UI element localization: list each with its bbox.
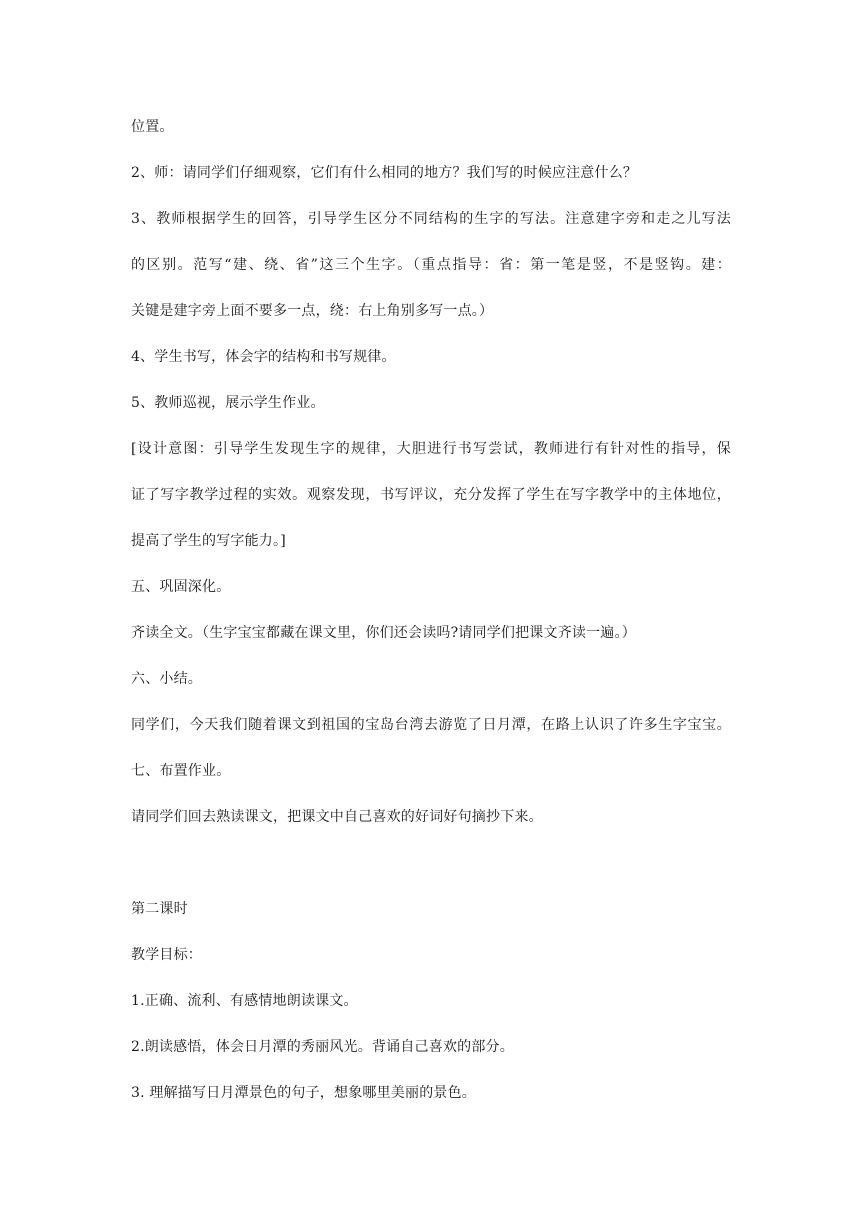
list-item: 2.朗读感悟，体会日月潭的秀丽风光。背诵自己喜欢的部分。 [131, 1039, 514, 1055]
paragraph-line: 2、师：请同学们仔细观察，它们有什么相同的地方？我们写的时候应注意什么？ [131, 165, 638, 181]
paragraph-line: 位置。 [131, 119, 174, 135]
paragraph-line: [设计意图：引导学生发现生字的规律，大胆进行书写尝试，教师进行有针对性的指导，保 [131, 441, 731, 457]
blank-line [131, 848, 731, 894]
paragraph-line: 请同学们回去熟读课文，把课文中自己喜欢的好词好句摘抄下来。 [131, 809, 543, 825]
section-heading: 七、布置作业。 [131, 763, 231, 779]
paragraph-line: 齐读全文。（生字宝宝都藏在课文里，你们还会读吗?请同学们把课文齐读一遍。） [131, 625, 636, 641]
paragraph-line: 关键是建字旁上面不要多一点，绕：右上角别多写一点。） [131, 303, 494, 319]
section-heading: 六、小结。 [131, 671, 202, 687]
paragraph-line: 提高了学生的写字能力。] [131, 533, 286, 549]
section-heading: 教学目标： [131, 947, 202, 963]
lesson-title: 第二课时 [131, 901, 188, 917]
paragraph-line: 证了写字教学过程的实效。观察发现，书写评议，充分发挥了学生在写字教学中的主体地位， [131, 487, 731, 503]
document-body [131, 112, 731, 1124]
paragraph-line: 3、教师根据学生的回答，引导学生区分不同结构的生字的写法。注意建字旁和走之儿写法 [131, 211, 731, 227]
section-heading: 五、巩固深化。 [131, 579, 231, 595]
list-item: 1.正确、流利、有感情地朗读课文。 [131, 993, 358, 1009]
paragraph-line: 的区别。范写“建、绕、省”这三个生字。（重点指导：省：第一笔是竖，不是竖钩。建： [131, 257, 731, 273]
paragraph-line: 4、学生书写，体会字的结构和书写规律。 [131, 349, 396, 365]
paragraph-line: 5、教师巡视，展示学生作业。 [131, 395, 325, 411]
paragraph-line: 同学们，今天我们随着课文到祖国的宝岛台湾去游览了日月潭，在路上认识了许多生字宝宝。 [131, 717, 731, 733]
list-item: 3. 理解描写日月潭景色的句子，想象哪里美丽的景色。 [131, 1085, 477, 1101]
